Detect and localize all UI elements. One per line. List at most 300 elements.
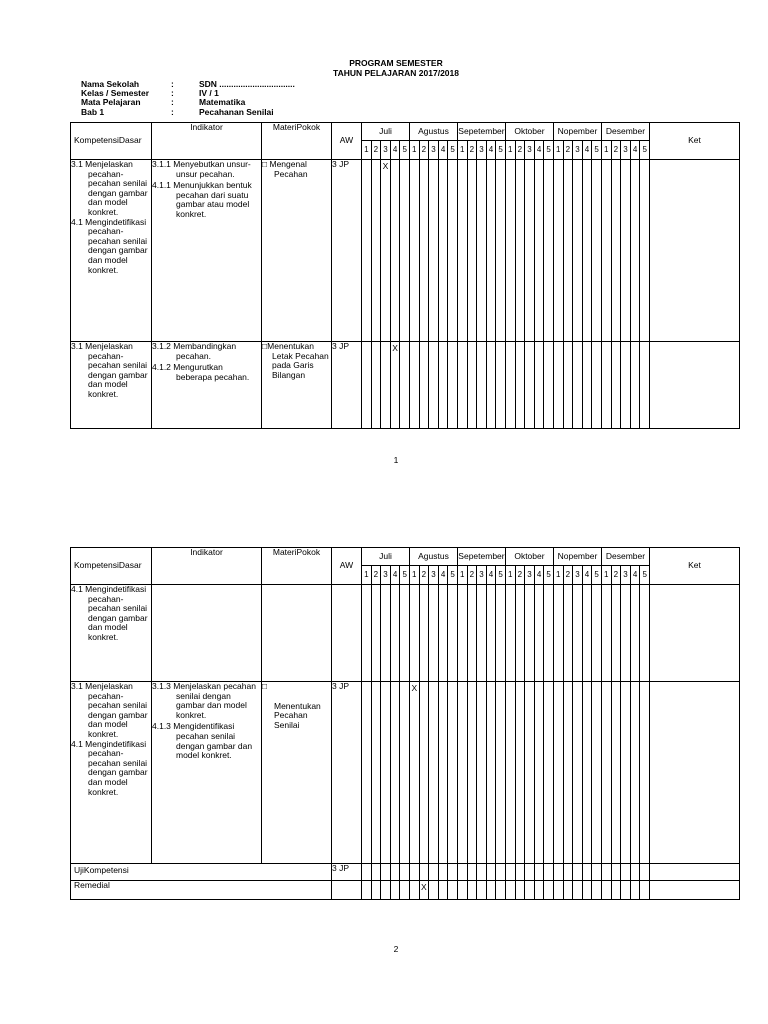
info-label: Nama Sekolah [81, 79, 140, 89]
week-cell [621, 881, 631, 900]
week-number: 5 [496, 566, 506, 585]
week-cell [563, 682, 573, 864]
week-cell [534, 342, 544, 429]
week-cell [601, 160, 611, 342]
indikator-item: 3.1.2 Membandingkan pecahan. [152, 341, 237, 361]
week-cell [477, 682, 487, 864]
week-cell [400, 585, 410, 682]
header-materi: MateriPokok [262, 123, 332, 160]
week-number: 5 [448, 566, 458, 585]
week-cell [544, 160, 554, 342]
week-cell [390, 682, 400, 864]
week-cell [371, 342, 381, 429]
header-aw: AW [332, 548, 362, 585]
kd-cell [71, 682, 152, 864]
schedule-mark: X [409, 682, 419, 864]
week-cell [486, 864, 496, 881]
info-value: Matematika [199, 97, 246, 108]
week-number: 2 [563, 566, 573, 585]
week-cell [525, 160, 535, 342]
indikator-cell [152, 585, 262, 682]
week-cell [419, 160, 429, 342]
document-subtitle: TAHUN PELAJARAN 2017/2018 [333, 68, 459, 78]
week-cell [457, 881, 467, 900]
week-cell [400, 160, 410, 342]
week-number: 1 [553, 141, 563, 160]
materi-cell [262, 160, 332, 342]
indikator-cell [152, 342, 262, 429]
week-cell [438, 864, 448, 881]
week-cell [362, 881, 372, 900]
week-cell [496, 585, 506, 682]
week-cell [630, 682, 640, 864]
week-number: 3 [429, 141, 439, 160]
indikator-cell [152, 682, 262, 864]
materi-item: Menentukan Pecahan Senilai [274, 700, 321, 730]
week-cell [448, 160, 458, 342]
materi-item: □ Mengenal Pecahan [262, 159, 308, 179]
week-number: 3 [621, 141, 631, 160]
week-cell [467, 585, 477, 682]
week-number: 2 [419, 141, 429, 160]
week-cell [630, 881, 640, 900]
remedial-row [71, 881, 740, 900]
week-cell [544, 585, 554, 682]
ket-cell [650, 342, 740, 429]
week-cell [573, 864, 583, 881]
table-row [71, 342, 740, 429]
kd-item: 4.1 Mengindetifikasi pecahan-pecahan senilai dengan gambar dan model konkret. [71, 216, 148, 275]
page-number: 2 [393, 944, 399, 954]
kd-item: 3.1 Menjelaskan pecahan-pecahan senilai dengan gambar dan model konkret. [71, 341, 148, 399]
week-cell [573, 682, 583, 864]
week-cell [582, 342, 592, 429]
week-cell [601, 682, 611, 864]
week-cell [381, 881, 391, 900]
week-number: 4 [486, 566, 496, 585]
week-cell [573, 585, 583, 682]
week-number: 5 [640, 566, 650, 585]
week-cell [621, 585, 631, 682]
week-cell [640, 160, 650, 342]
indikator-item: 4.1.3 Mengidentifikasi pecahan senilai dengan gambar dan model konkret. [152, 721, 253, 761]
uji-kompetensi-row [71, 864, 740, 881]
info-colon: : [171, 88, 174, 99]
week-cell [362, 682, 372, 864]
week-cell [371, 682, 381, 864]
week-cell [438, 682, 448, 864]
week-cell [525, 881, 535, 900]
week-cell [544, 881, 554, 900]
week-number: 2 [467, 141, 477, 160]
week-cell [553, 881, 563, 900]
remedial-label: Remedial [71, 881, 332, 900]
ket-cell [650, 682, 740, 864]
week-cell [448, 682, 458, 864]
week-cell [640, 864, 650, 881]
week-cell [582, 682, 592, 864]
week-cell [486, 585, 496, 682]
semester-table-page-1 [70, 122, 740, 429]
week-cell [477, 342, 487, 429]
week-number: 1 [362, 141, 372, 160]
week-cell [505, 160, 515, 342]
indikator-cell [152, 160, 262, 342]
week-number: 1 [409, 141, 419, 160]
week-cell [582, 160, 592, 342]
week-number: 5 [448, 141, 458, 160]
week-cell [582, 585, 592, 682]
week-cell [630, 864, 640, 881]
header-month: Desember [601, 548, 649, 566]
week-cell [592, 864, 602, 881]
week-number: 3 [477, 566, 487, 585]
schedule-mark: X [390, 342, 400, 429]
header-kd: KompetensiDasar [71, 123, 152, 160]
week-cell [496, 864, 506, 881]
header-month: Nopember [553, 548, 601, 566]
header-month: Agustus [409, 548, 457, 566]
week-cell [630, 160, 640, 342]
week-cell [467, 160, 477, 342]
week-cell [640, 342, 650, 429]
week-cell [611, 682, 621, 864]
week-number: 5 [640, 141, 650, 160]
week-cell [505, 585, 515, 682]
week-cell [515, 342, 525, 429]
week-number: 3 [429, 566, 439, 585]
week-number: 5 [544, 141, 554, 160]
week-number: 4 [534, 566, 544, 585]
week-cell [505, 864, 515, 881]
week-number: 1 [505, 141, 515, 160]
week-cell [477, 881, 487, 900]
week-number: 5 [400, 141, 410, 160]
table-header-row [71, 123, 740, 141]
school-info [81, 80, 295, 117]
header-month: Sepetember [457, 548, 505, 566]
week-number: 4 [438, 141, 448, 160]
info-label: Mata Pelajaran [81, 97, 141, 108]
header-indikator: Indikator [152, 123, 262, 160]
week-number: 1 [505, 566, 515, 585]
header-month: Oktober [505, 123, 553, 141]
week-number: 1 [362, 566, 372, 585]
header-indikator: Indikator [152, 548, 262, 585]
schedule-mark: X [419, 881, 429, 900]
week-number: 2 [515, 141, 525, 160]
week-cell [553, 585, 563, 682]
table-row [71, 160, 740, 342]
week-number: 3 [381, 141, 391, 160]
week-cell [601, 881, 611, 900]
week-number: 2 [467, 566, 477, 585]
week-cell [400, 342, 410, 429]
week-cell [563, 864, 573, 881]
aw-cell [332, 881, 362, 900]
week-cell [457, 585, 467, 682]
week-cell [467, 864, 477, 881]
week-cell [611, 881, 621, 900]
ket-cell [650, 864, 740, 881]
week-cell [390, 881, 400, 900]
week-cell [563, 342, 573, 429]
week-cell [429, 585, 439, 682]
week-cell [457, 682, 467, 864]
week-cell [553, 342, 563, 429]
week-cell [477, 160, 487, 342]
week-cell [621, 864, 631, 881]
week-cell [582, 864, 592, 881]
week-cell [601, 342, 611, 429]
materi-item: □Menentukan Letak Pecahan pada Garis Bilangan [262, 341, 329, 380]
week-cell [611, 342, 621, 429]
week-number: 4 [582, 141, 592, 160]
week-number: 2 [563, 141, 573, 160]
aw-cell [332, 585, 362, 682]
info-label: Kelas / Semester [81, 88, 150, 99]
week-cell [467, 682, 477, 864]
header-month: Sepetember [457, 123, 505, 141]
week-cell [640, 585, 650, 682]
week-cell [429, 160, 439, 342]
week-cell [486, 881, 496, 900]
week-cell [592, 342, 602, 429]
week-number: 3 [525, 566, 535, 585]
week-cell [438, 342, 448, 429]
header-month: Desember [601, 123, 649, 141]
info-row-chapter [81, 108, 295, 117]
week-cell [362, 864, 372, 881]
ket-cell [650, 160, 740, 342]
week-number: 3 [477, 141, 487, 160]
week-cell [525, 864, 535, 881]
week-number: 4 [582, 566, 592, 585]
week-cell [630, 585, 640, 682]
document-title: PROGRAM SEMESTER [349, 58, 443, 68]
week-number: 1 [457, 566, 467, 585]
week-cell [573, 160, 583, 342]
week-cell [457, 160, 467, 342]
week-cell [573, 881, 583, 900]
header-materi: MateriPokok [262, 548, 332, 585]
week-cell [525, 585, 535, 682]
week-number: 3 [573, 141, 583, 160]
week-cell [477, 864, 487, 881]
week-cell [553, 682, 563, 864]
week-cell [630, 342, 640, 429]
week-cell [419, 342, 429, 429]
kd-cell [71, 160, 152, 342]
week-cell [362, 585, 372, 682]
week-cell [448, 864, 458, 881]
week-cell [544, 682, 554, 864]
table-header-row [71, 548, 740, 566]
week-cell [592, 682, 602, 864]
info-colon: : [171, 97, 174, 108]
week-cell [582, 881, 592, 900]
week-cell [621, 160, 631, 342]
kd-item: 4.1 Mengindetifikasi pecahan-pecahan senilai dengan gambar dan model konkret. [71, 738, 148, 797]
week-cell [419, 864, 429, 881]
week-cell [429, 342, 439, 429]
week-cell [611, 160, 621, 342]
week-cell [486, 160, 496, 342]
week-cell [371, 864, 381, 881]
week-cell [400, 682, 410, 864]
week-cell [409, 881, 419, 900]
indikator-item: 4.1.2 Mengurutkan beberapa pecahan. [152, 362, 250, 382]
week-number: 2 [419, 566, 429, 585]
week-cell [448, 881, 458, 900]
week-cell [515, 682, 525, 864]
indikator-item: 4.1.1 Menunjukkan bentuk pecahan dari suatu gambar atau model konkret. [152, 180, 252, 219]
week-cell [544, 342, 554, 429]
week-cell [409, 160, 419, 342]
week-number: 4 [486, 141, 496, 160]
semester-table-page-2 [70, 547, 740, 900]
week-cell [621, 342, 631, 429]
aw-cell: 3 JP [332, 342, 362, 429]
week-cell [362, 342, 372, 429]
header-ket: Ket [650, 123, 740, 160]
week-cell [563, 881, 573, 900]
week-cell [438, 585, 448, 682]
week-number: 3 [573, 566, 583, 585]
week-number: 1 [457, 141, 467, 160]
indikator-item: 3.1.1 Menyebutkan unsur-unsur pecahan. [152, 159, 251, 179]
week-cell [429, 881, 439, 900]
week-cell [409, 585, 419, 682]
week-cell [534, 585, 544, 682]
week-cell [467, 881, 477, 900]
materi-cell [262, 585, 332, 682]
week-cell [371, 160, 381, 342]
week-cell [429, 682, 439, 864]
week-cell [573, 342, 583, 429]
week-cell [381, 864, 391, 881]
week-cell [611, 864, 621, 881]
week-cell [496, 342, 506, 429]
week-number: 1 [409, 566, 419, 585]
table-row [71, 682, 740, 864]
week-cell [448, 585, 458, 682]
week-cell [563, 160, 573, 342]
week-cell [381, 585, 391, 682]
week-cell [419, 682, 429, 864]
week-cell [515, 585, 525, 682]
week-number: 3 [621, 566, 631, 585]
table-row [71, 585, 740, 682]
week-cell [592, 881, 602, 900]
materi-bullet: □ [262, 681, 268, 691]
week-cell [611, 585, 621, 682]
header-month: Juli [362, 548, 410, 566]
info-value: IV / 1 [199, 88, 219, 99]
week-number: 1 [601, 566, 611, 585]
uji-kompetensi-label: UjiKompetensi [71, 864, 332, 881]
week-number: 2 [371, 566, 381, 585]
week-number: 3 [381, 566, 391, 585]
kd-item: 4.1 Mengindetifikasi pecahan-pecahan senilai dengan gambar dan model konkret. [71, 584, 148, 642]
week-cell [496, 160, 506, 342]
week-cell [457, 864, 467, 881]
kd-cell [71, 585, 152, 682]
info-label: Bab 1 [81, 106, 105, 117]
week-cell [390, 864, 400, 881]
week-cell [400, 881, 410, 900]
week-cell [563, 585, 573, 682]
week-cell [409, 864, 419, 881]
week-number: 1 [553, 566, 563, 585]
header-kd: KompetensiDasar [71, 548, 152, 585]
week-cell [400, 864, 410, 881]
week-number: 4 [390, 566, 400, 585]
week-cell [371, 881, 381, 900]
header-month: Juli [362, 123, 410, 141]
week-cell [534, 682, 544, 864]
week-cell [371, 585, 381, 682]
info-value: SDN ................................ [199, 79, 295, 89]
week-cell [505, 881, 515, 900]
header-month: Oktober [505, 548, 553, 566]
week-number: 5 [592, 566, 602, 585]
week-cell [390, 160, 400, 342]
week-cell [515, 160, 525, 342]
aw-cell: 3 JP [332, 864, 362, 881]
week-cell [515, 864, 525, 881]
week-cell [496, 682, 506, 864]
week-cell [467, 342, 477, 429]
week-cell [457, 342, 467, 429]
week-cell [505, 682, 515, 864]
week-cell [381, 342, 391, 429]
week-cell [640, 682, 650, 864]
aw-cell: 3 JP [332, 682, 362, 864]
week-cell [438, 160, 448, 342]
aw-cell: 3 JP [332, 160, 362, 342]
week-cell [534, 881, 544, 900]
week-cell [438, 881, 448, 900]
page-number: 1 [393, 455, 399, 465]
week-cell [534, 160, 544, 342]
schedule-mark: X [381, 160, 391, 342]
header-aw: AW [332, 123, 362, 160]
week-cell [553, 160, 563, 342]
week-cell [592, 585, 602, 682]
week-number: 2 [515, 566, 525, 585]
week-cell [534, 864, 544, 881]
week-cell [409, 342, 419, 429]
week-number: 4 [630, 566, 640, 585]
week-cell [477, 585, 487, 682]
week-number: 4 [630, 141, 640, 160]
week-cell [621, 682, 631, 864]
kd-cell [71, 342, 152, 429]
week-cell [362, 160, 372, 342]
week-number: 3 [525, 141, 535, 160]
week-cell [429, 864, 439, 881]
header-month: Agustus [409, 123, 457, 141]
week-cell [515, 881, 525, 900]
week-number: 4 [390, 141, 400, 160]
week-number: 5 [544, 566, 554, 585]
week-cell [592, 160, 602, 342]
kd-item: 3.1 Menjelaskan pecahan-pecahan senilai dengan gambar dan model konkret. [71, 681, 148, 739]
materi-cell [262, 342, 332, 429]
week-number: 5 [400, 566, 410, 585]
week-number: 2 [371, 141, 381, 160]
